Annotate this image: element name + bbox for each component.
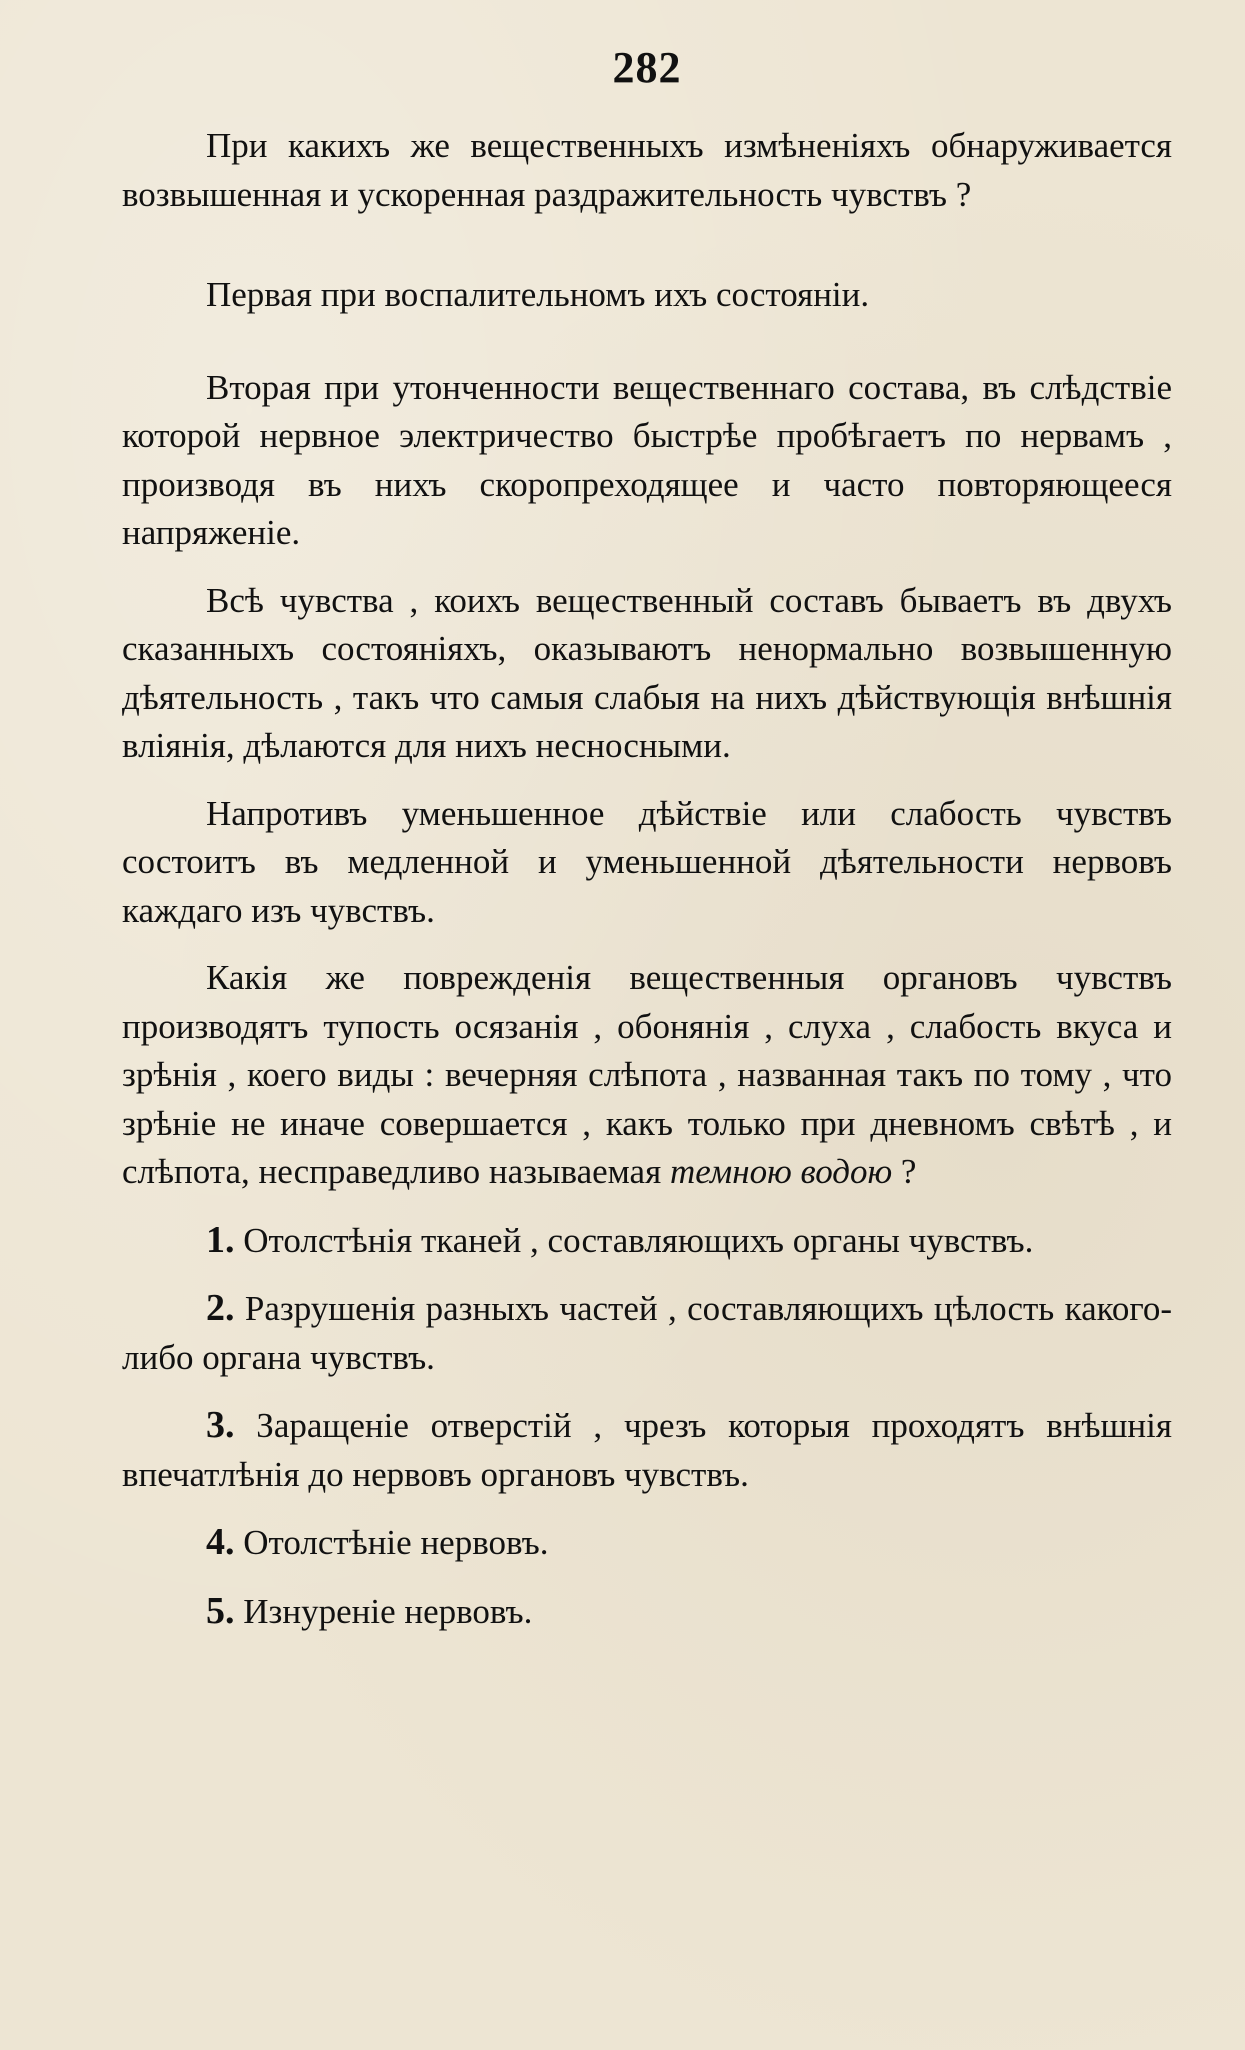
answer-first-paragraph: Первая при воспалительномъ ихъ состояніи. [206, 275, 870, 314]
question2-end-text: ? [892, 1152, 917, 1191]
question-paragraph-2 [122, 954, 1172, 1197]
question-paragraph-1: При какихъ же вещественныхъ измѣненіяхъ обнаруживается возвышенная и ускоренная раздражительность чувствъ ? [122, 126, 1172, 214]
list-item-number: 2. [206, 1287, 235, 1329]
list-item-1 [122, 1216, 1172, 1266]
list-item-2 [122, 1284, 1172, 1382]
list-item-text: Разрушенія разныхъ частей , составляющихъ цѣлость какого-либо органа чувствъ. [122, 1289, 1172, 1377]
question2-main-text: Какія же поврежденія вещественныя органовъ чувствъ производятъ тупость осязанія , обонянія , слуха , слабость вкуса и зрѣнія , коего виды : вечерняя слѣпота , названная такъ по тому , что зрѣніе не иначе совершается , какъ только при дневномъ свѣтѣ , и слѣпота, несправедливо называемая [122, 958, 1172, 1191]
list-item-text: Заращеніе отверстій , чрезъ которыя проходятъ внѣшнія впечатлѣнія до нервовъ органовъ чувствъ. [122, 1406, 1172, 1494]
all-senses-paragraph: Всѣ чувства , коихъ вещественный составъ бываетъ въ двухъ сказанныхъ состояніяхъ, оказываютъ ненормально возвышенную дѣятельность , такъ что самыя слабыя на нихъ дѣйствующія внѣшнія вліянія, дѣлаются для нихъ несносными. [122, 580, 1172, 765]
list-item-5 [122, 1587, 1172, 1637]
list-item-text: Отолстѣніе нервовъ. [234, 1523, 549, 1562]
contrary-paragraph: Напротивъ уменьшенное дѣйствіе или слабость чувствъ состоитъ въ медленной и уменьшенной дѣятельности нервовъ каждаго изъ чувствъ. [122, 793, 1172, 930]
list-item-number: 1. [206, 1218, 235, 1261]
list-item-text: Отолстѣнія тканей , составляющихъ органы чувствъ. [234, 1220, 1034, 1260]
list-item-4 [122, 1518, 1172, 1568]
question2-italic-term: темною водою [669, 1152, 893, 1191]
answer-second-paragraph: Вторая при утонченности вещественнаго состава, въ слѣдствіе которой нервное электричество быстрѣе пробѣгаетъ по нервамъ , производя въ нихъ скоропреходящее и часто повторяющееся напряженіе. [122, 367, 1172, 552]
list-item-number: 3. [206, 1404, 235, 1446]
list-item-text: Изнуреніе нервовъ. [234, 1591, 533, 1631]
list-item-number: 4. [206, 1521, 235, 1563]
page-content [122, 42, 1172, 1636]
list-item-number: 5. [206, 1589, 235, 1632]
page-number: 282 [612, 43, 682, 92]
list-item-3 [122, 1401, 1172, 1499]
